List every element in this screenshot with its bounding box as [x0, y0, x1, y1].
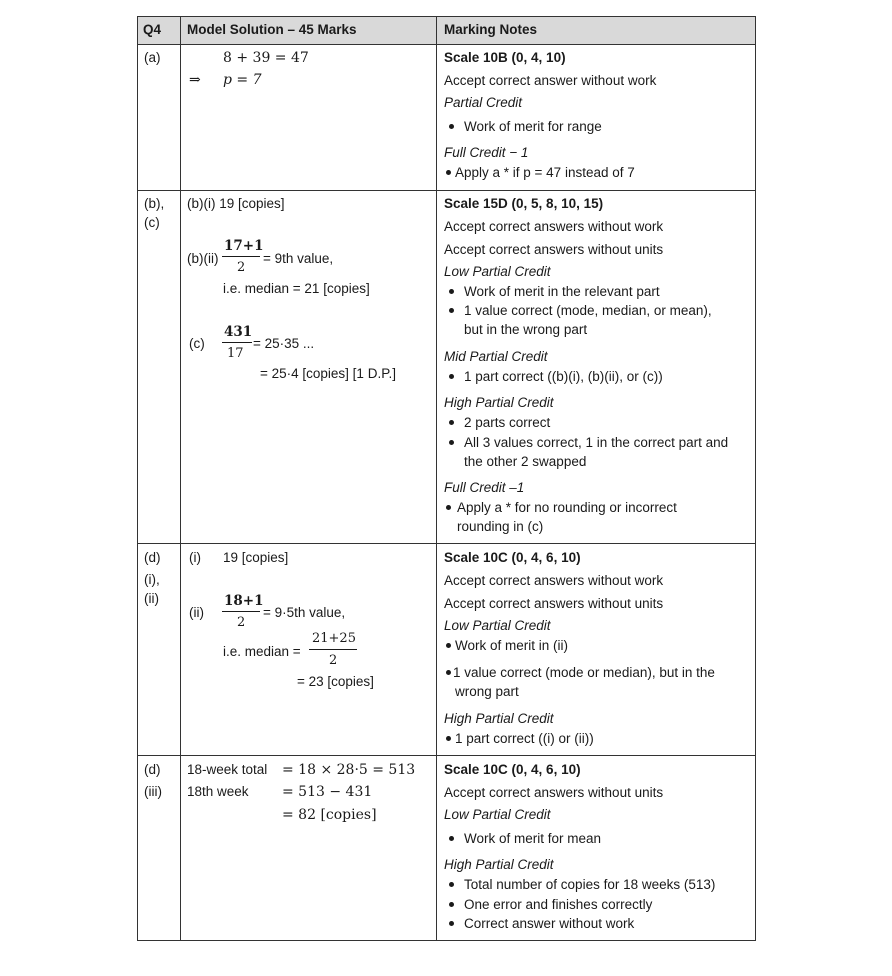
row-bc-label-1: (b),: [144, 196, 165, 211]
row-a-eq2: p = 7: [223, 72, 262, 88]
row-diii-label-2: (iii): [144, 784, 162, 799]
row-d-label-1: (d): [144, 550, 161, 565]
row-d-scale: Scale 10C (0, 4, 6, 10): [444, 550, 581, 565]
row-bc-full-item-b: rounding in (c): [457, 519, 544, 534]
implies-symbol: ⇒: [189, 72, 201, 88]
row-bc-full-item-a: Apply a * for no rounding or incorrect: [457, 500, 677, 515]
bullet-icon: [446, 643, 451, 648]
dii-fraction-denominator: 2: [237, 615, 246, 630]
row-bc-scale: Scale 15D (0, 5, 8, 10, 15): [444, 196, 604, 211]
row-d-label-3: (ii): [144, 591, 159, 606]
c-fraction-denominator: 17: [227, 346, 244, 361]
bullet-icon: [446, 670, 451, 675]
row-bc-low-item-1: Work of merit in the relevant part: [464, 284, 660, 299]
dii-rest: = 9·5th value,: [263, 605, 346, 620]
c-fraction-numerator: 431: [224, 324, 253, 340]
bullet-icon: [449, 374, 454, 379]
row-d-ii-label: (ii): [189, 605, 204, 620]
bullet-icon: [449, 420, 454, 425]
row-d-high-heading: High Partial Credit: [444, 711, 554, 726]
header-q: Q4: [143, 22, 162, 37]
bullet-icon: [449, 289, 454, 294]
bullet-icon: [446, 505, 451, 510]
row-divider-header: [137, 44, 756, 45]
table-border-top: [137, 16, 756, 17]
row-a-full-item: Apply a * if p = 47 instead of 7: [455, 165, 635, 180]
fraction-bar: [222, 342, 252, 343]
row-d-low-heading: Low Partial Credit: [444, 618, 551, 633]
row-diii-label-1: (d): [144, 762, 161, 777]
row-d-low-item-2b: wrong part: [455, 684, 519, 699]
c-result: = 25·4 [copies] [1 D.P.]: [260, 366, 396, 381]
diii-line2-label: 18th week: [187, 784, 249, 799]
row-d-accept-2: Accept correct answers without units: [444, 596, 664, 611]
bii-median: i.e. median = 21 [copies]: [223, 281, 370, 296]
row-diii-high-item-2: One error and finishes correctly: [464, 897, 653, 912]
row-d-i-label: (i): [189, 550, 201, 565]
row-a-label: (a): [144, 50, 161, 65]
table-border-right: [755, 16, 756, 941]
row-diii-scale: Scale 10C (0, 4, 6, 10): [444, 762, 581, 777]
row-d-label-2: (i),: [144, 572, 160, 587]
bii-rest: = 9th value,: [263, 251, 334, 266]
row-divider-a: [137, 190, 756, 191]
row-divider-d: [137, 755, 756, 756]
row-bc-low-item-2a: 1 value correct (mode, median, or mean),: [464, 303, 712, 318]
row-a-accept: Accept correct answer without work: [444, 73, 657, 88]
dii-median-result: = 23 [copies]: [297, 674, 374, 689]
row-diii-high-item-1: Total number of copies for 18 weeks (513): [464, 877, 716, 892]
bullet-icon: [449, 836, 454, 841]
row-d-i-answer: 19 [copies]: [223, 550, 289, 565]
bullet-icon: [449, 440, 454, 445]
row-bc-full-heading: Full Credit –1: [444, 480, 525, 495]
row-bc-high-heading: High Partial Credit: [444, 395, 554, 410]
bullet-icon: [449, 902, 454, 907]
row-bc-low-item-2b: but in the wrong part: [464, 322, 588, 337]
row-bi-answer: (b)(i) 19 [copies]: [187, 196, 285, 211]
header-solution: Model Solution – 45 Marks: [187, 22, 357, 37]
diii-line2-eq: = 513 − 431: [282, 784, 373, 800]
row-a-full-heading: Full Credit − 1: [444, 145, 529, 160]
fraction-bar: [309, 649, 357, 650]
row-d-low-item-2a: 1 value correct (mode or median), but in the: [453, 665, 715, 680]
table-border-bottom: [137, 940, 756, 941]
row-a-partial-item: Work of merit for range: [464, 119, 602, 134]
row-bc-label-2: (c): [144, 215, 160, 230]
header-notes: Marking Notes: [444, 22, 538, 37]
row-bc-mid-item: 1 part correct ((b)(i), (b)(ii), or (c)): [464, 369, 663, 384]
table-border-left: [137, 16, 138, 941]
column-divider-2: [436, 16, 437, 941]
row-a-partial-heading: Partial Credit: [444, 95, 523, 110]
marking-scheme-table: [137, 16, 756, 941]
bullet-icon: [449, 882, 454, 887]
median-fraction-numerator: 21+25: [312, 631, 356, 646]
fraction-bar: [222, 611, 260, 612]
row-d-accept-1: Accept correct answers without work: [444, 573, 664, 588]
row-bc-high-item-2b: the other 2 swapped: [464, 454, 587, 469]
column-divider-1: [180, 16, 181, 941]
row-bc-mid-heading: Mid Partial Credit: [444, 349, 548, 364]
dii-median-label: i.e. median =: [223, 644, 301, 659]
row-diii-low-heading: Low Partial Credit: [444, 807, 551, 822]
row-diii-high-heading: High Partial Credit: [444, 857, 554, 872]
diii-line3-eq: = 82 [copies]: [282, 807, 377, 823]
row-d-low-item-1: Work of merit in (ii): [455, 638, 569, 653]
fraction-bar: [222, 256, 260, 257]
row-bc-low-heading: Low Partial Credit: [444, 264, 551, 279]
row-a-eq1: 8 + 39 = 47: [223, 50, 309, 66]
dii-fraction-numerator: 18+1: [224, 593, 264, 609]
bullet-icon: [446, 736, 451, 741]
row-d-high-item: 1 part correct ((i) or (ii)): [455, 731, 594, 746]
row-diii-low-item: Work of merit for mean: [464, 831, 602, 846]
diii-line1-eq: = 18 × 28·5 = 513: [282, 762, 416, 778]
bullet-icon: [449, 308, 454, 313]
row-a-scale: Scale 10B (0, 4, 10): [444, 50, 566, 65]
diii-line1-label: 18-week total: [187, 762, 268, 777]
row-c-label: (c): [189, 336, 205, 351]
bullet-icon: [446, 170, 451, 175]
median-fraction-denominator: 2: [329, 653, 338, 668]
row-diii-accept: Accept correct answers without units: [444, 785, 664, 800]
row-bc-accept-2: Accept correct answers without units: [444, 242, 664, 257]
row-diii-high-item-3: Correct answer without work: [464, 916, 635, 931]
row-divider-bc: [137, 543, 756, 544]
row-bii-label: (b)(ii): [187, 251, 219, 266]
row-bc-accept-1: Accept correct answers without work: [444, 219, 664, 234]
bii-fraction-denominator: 2: [237, 260, 246, 275]
row-bc-high-item-2a: All 3 values correct, 1 in the correct part and: [464, 435, 729, 450]
row-bc-high-item-1: 2 parts correct: [464, 415, 551, 430]
bii-fraction-numerator: 17+1: [224, 238, 264, 254]
bullet-icon: [449, 921, 454, 926]
bullet-icon: [449, 124, 454, 129]
c-rest: = 25·35 ...: [253, 336, 315, 351]
